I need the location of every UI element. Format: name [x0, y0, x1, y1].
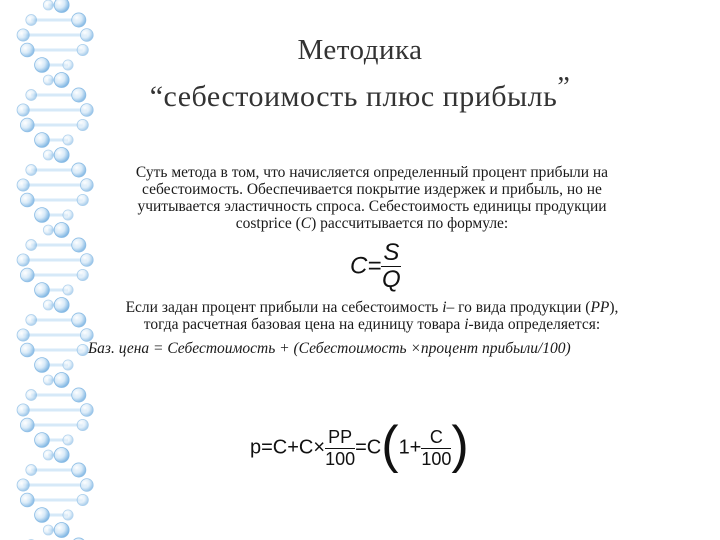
formula-lhs: C=: [350, 252, 382, 280]
formula-part: =C: [355, 436, 382, 459]
costprice-text: costprice (: [235, 215, 301, 232]
helix-bead: [20, 118, 34, 132]
helix-bead: [43, 525, 53, 535]
helix-bead: [26, 465, 37, 476]
fraction-denominator: Q: [382, 266, 401, 293]
base-price-rule: Баз. цена = Себестоимость + (Себестоимость ×процент прибыли/100): [88, 340, 571, 357]
helix-bead: [35, 133, 50, 148]
helix-bead: [20, 343, 34, 357]
text-fragment: тогда расчетная базовая цена на единицу товара: [143, 316, 465, 333]
open-paren: (: [381, 416, 399, 474]
helix-bead: [35, 433, 50, 448]
helix-bead: [26, 390, 37, 401]
formula-intro-text: ) рассчитывается по формуле:: [311, 215, 509, 232]
helix-bead: [20, 418, 34, 432]
helix-bead: [20, 193, 34, 207]
profit-percent-description: [72, 299, 672, 333]
helix-bead: [77, 419, 88, 430]
helix-bead: [72, 13, 86, 27]
helix-bead: [54, 0, 69, 12]
method-description: [72, 164, 672, 232]
text-fragment: -вида определяется:: [468, 316, 601, 333]
text-fragment: – го вида продукции (: [446, 299, 591, 316]
variable-c: C: [300, 215, 312, 232]
fraction-numerator: S: [383, 239, 400, 266]
helix-bead: [72, 388, 86, 402]
price-formula: [250, 418, 469, 478]
helix-bead: [63, 510, 73, 520]
helix-bead: [54, 523, 69, 538]
helix-bead: [26, 165, 37, 176]
helix-bead: [43, 150, 53, 160]
slide-title-text: “себестоимость плюс прибыль: [149, 80, 558, 113]
helix-bead: [20, 268, 34, 282]
fraction-numerator: C: [421, 427, 451, 449]
helix-bead: [43, 0, 53, 10]
helix-bead: [80, 254, 93, 267]
helix-bead: [35, 208, 50, 223]
slide-title-line2: [40, 72, 680, 114]
description-line: себестоимость. Обеспечивается покрытие издержек и прибыль, но не: [142, 181, 602, 198]
helix-bead: [63, 360, 73, 370]
closing-quote: ”: [557, 72, 571, 103]
helix-bead: [54, 223, 69, 238]
formula-part: 1+: [398, 436, 422, 459]
helix-bead: [43, 225, 53, 235]
helix-bead: [17, 479, 29, 491]
fraction-pp-over-100: [325, 427, 355, 470]
helix-bead: [17, 329, 29, 341]
variable-i: i: [442, 299, 447, 316]
fraction-c-over-100: [421, 427, 451, 470]
helix-bead: [72, 463, 86, 477]
helix-bead: [35, 358, 50, 373]
helix-bead: [54, 373, 69, 388]
description-line: Суть метода в том, что начисляется определенный процент прибыли на: [135, 164, 609, 181]
helix-bead: [54, 148, 69, 163]
fraction-denominator: 100: [325, 448, 356, 469]
description-line: учитывается эластичность спроса. Себестоимость единицы продукции: [137, 198, 607, 215]
helix-bead: [54, 298, 69, 313]
helix-bead: [80, 479, 93, 492]
cost-formula: [350, 240, 401, 293]
helix-bead: [54, 448, 69, 463]
description-line: [72, 215, 672, 232]
helix-bead: [35, 508, 50, 523]
helix-bead: [17, 104, 29, 116]
description-line: [72, 316, 672, 333]
helix-bead: [20, 43, 34, 57]
helix-bead: [26, 15, 37, 26]
helix-bead: [72, 238, 86, 252]
helix-bead: [63, 285, 73, 295]
close-paren: ): [451, 416, 469, 474]
helix-bead: [17, 29, 29, 41]
text-fragment: ),: [609, 299, 619, 316]
helix-bead: [43, 375, 53, 385]
fraction-denominator: 100: [421, 448, 452, 469]
helix-bead: [17, 179, 29, 191]
helix-bead: [63, 435, 73, 445]
formula-part: p=C+C×: [250, 436, 326, 459]
helix-bead: [77, 269, 88, 280]
helix-bead: [43, 450, 53, 460]
helix-bead: [43, 300, 53, 310]
fraction-numerator: PP: [325, 427, 355, 449]
helix-bead: [77, 344, 88, 355]
helix-bead: [77, 119, 88, 130]
helix-bead: [20, 493, 34, 507]
fraction-s-over-q: [381, 240, 401, 293]
helix-bead: [26, 90, 37, 101]
variable-i: i: [464, 316, 469, 333]
helix-bead: [17, 254, 29, 266]
text-fragment: Если задан процент прибыли на себестоимость: [125, 299, 443, 316]
helix-bead: [63, 135, 73, 145]
slide-title-line1: Методика: [297, 34, 423, 66]
helix-bead: [26, 240, 37, 251]
variable-pp: PP: [590, 299, 610, 316]
helix-bead: [77, 494, 88, 505]
helix-bead: [35, 283, 50, 298]
helix-bead: [17, 404, 29, 416]
helix-bead: [80, 404, 93, 417]
description-line: [72, 299, 672, 316]
helix-bead: [26, 315, 37, 326]
